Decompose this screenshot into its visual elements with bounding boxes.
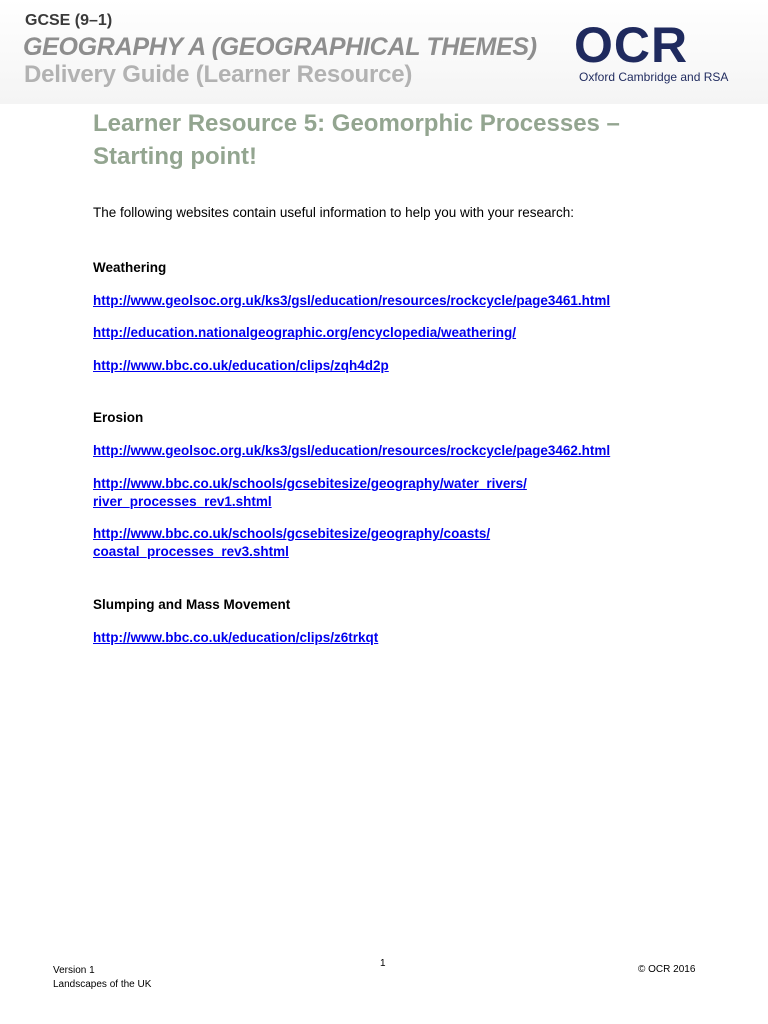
logo-tagline: Oxford Cambridge and RSA — [579, 70, 729, 84]
header-band — [0, 0, 768, 104]
footer-version: Version 1 — [53, 965, 95, 976]
section-heading-erosion: Erosion — [93, 410, 144, 425]
guide-subtitle: Delivery Guide (Learner Resource) — [24, 61, 413, 88]
footer-copyright: © OCR 2016 — [638, 964, 696, 975]
footer-unit: Landscapes of the UK — [53, 979, 152, 990]
section-heading-mass-movement: Slumping and Mass Movement — [93, 597, 291, 612]
link-erosion-3[interactable]: http://www.bbc.co.uk/schools/gcsebitesize/geography/coasts/ coastal_processes_rev3.shtml — [93, 526, 491, 559]
link-erosion-2[interactable]: http://www.bbc.co.uk/schools/gcsebitesize/geography/water_rivers/ river_processes_rev1.shtml — [93, 476, 527, 509]
link-mass-movement-1[interactable]: http://www.bbc.co.uk/education/clips/z6trkqt — [93, 630, 379, 645]
link-erosion-1[interactable]: http://www.geolsoc.org.uk/ks3/gsl/education/resources/rockcycle/page3462.html — [93, 443, 611, 458]
subject-title: GEOGRAPHY A (GEOGRAPHICAL THEMES) — [23, 33, 537, 61]
section-heading-weathering: Weathering — [93, 260, 167, 275]
footer-page-number: 1 — [380, 958, 386, 969]
qualification-label: GCSE (9–1) — [25, 12, 113, 29]
link-weathering-3[interactable]: http://www.bbc.co.uk/education/clips/zqh4d2p — [93, 358, 389, 373]
link-weathering-2[interactable]: http://education.nationalgeographic.org/encyclopedia/weathering/ — [93, 325, 517, 340]
ocr-logo — [574, 17, 740, 90]
footer-left — [53, 964, 151, 992]
page-title: Learner Resource 5: Geomorphic Processes – Starting point! — [93, 110, 620, 170]
link-weathering-1[interactable]: http://www.geolsoc.org.uk/ks3/gsl/education/resources/rockcycle/page3461.html — [93, 293, 611, 308]
intro-text: The following websites contain useful information to help you with your research: — [93, 205, 575, 220]
logo-mark: OCR — [574, 17, 689, 73]
